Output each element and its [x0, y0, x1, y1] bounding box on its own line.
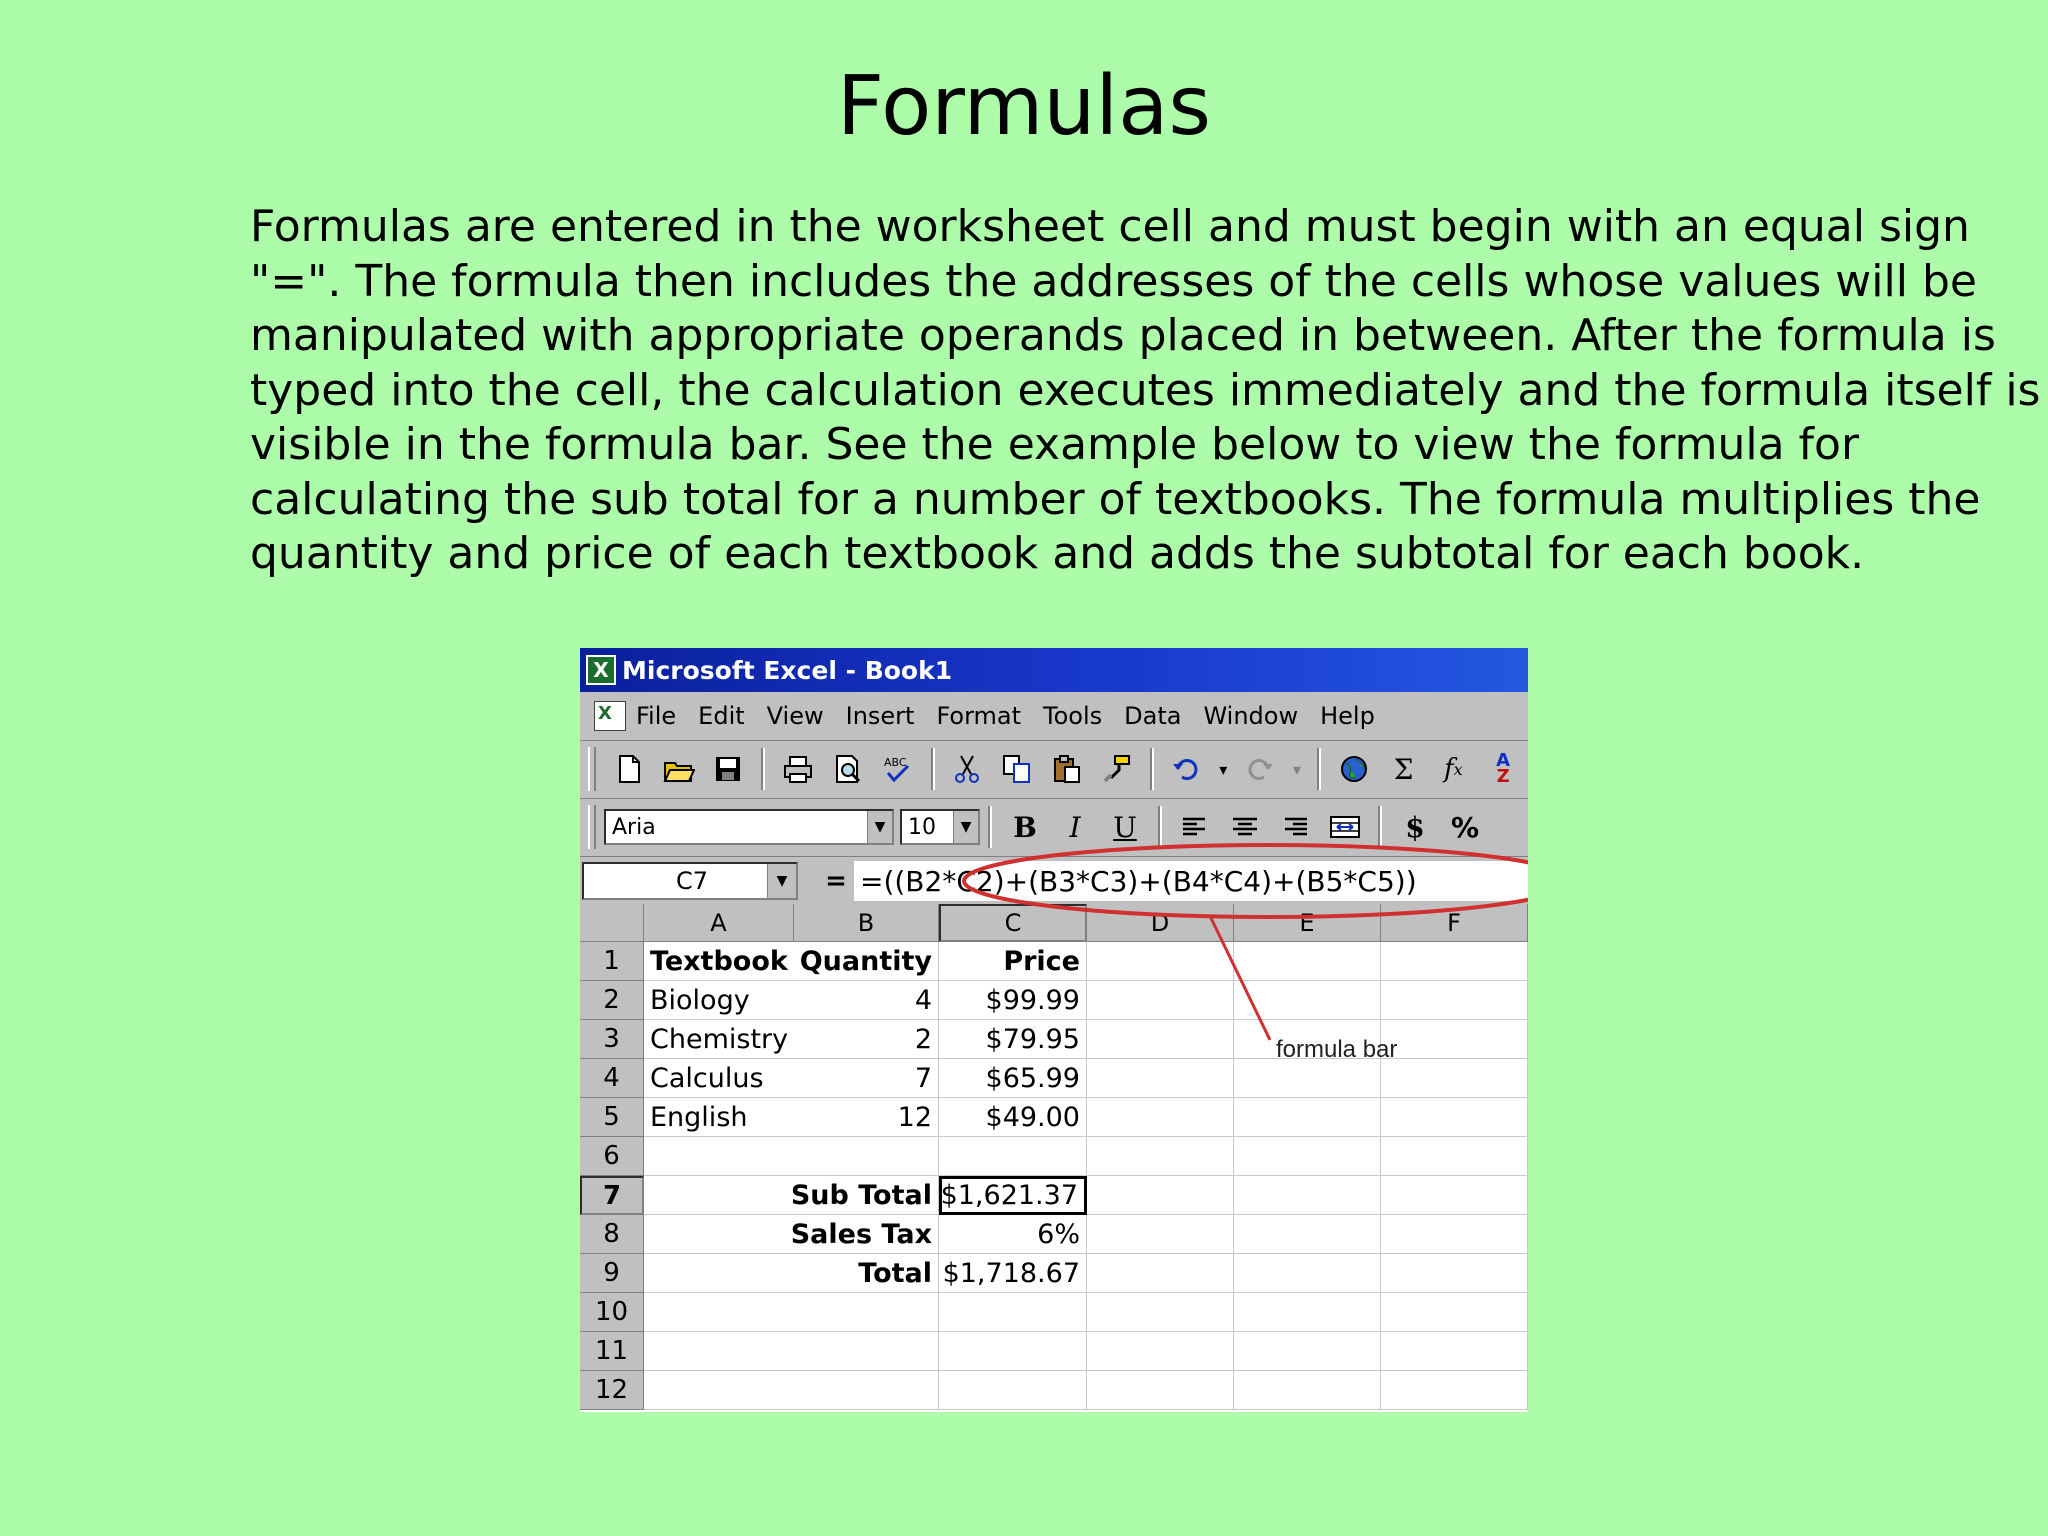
body-line: typed into the cell, the calculation executes immediately and the formula itself is [250, 364, 2041, 416]
window-title: Microsoft Excel - Book1 [622, 655, 953, 685]
percent-button[interactable]: % [1450, 810, 1480, 844]
function-icon[interactable]: f x [1444, 754, 1463, 784]
align-left-icon[interactable] [1173, 805, 1217, 849]
standard-toolbar [580, 740, 1528, 799]
save-icon[interactable] [707, 747, 751, 791]
excel-window-screenshot [580, 648, 1528, 1412]
row-header[interactable]: 8 [580, 1215, 644, 1254]
cell-b[interactable]: 7 [794, 1059, 939, 1098]
menu-bar [580, 692, 1528, 741]
formula-bar-row [580, 858, 1528, 904]
font-size-value: 10 [908, 814, 936, 840]
name-box-value: C7 [676, 867, 709, 895]
cell-b[interactable]: Total [794, 1254, 939, 1293]
row-header[interactable]: 11 [580, 1332, 644, 1371]
cell-a[interactable]: Textbook [644, 942, 794, 981]
cell-b[interactable]: 12 [794, 1098, 939, 1137]
toolbar-separator [761, 748, 765, 790]
open-icon[interactable] [657, 747, 701, 791]
italic-button[interactable]: I [1069, 810, 1081, 844]
chevron-down-icon[interactable]: ▼ [867, 811, 892, 843]
cell-a[interactable]: Calculus [644, 1059, 794, 1098]
menu-edit[interactable]: Edit [698, 702, 745, 730]
web-icon[interactable] [1332, 747, 1376, 791]
formula-equals-label: = [825, 866, 847, 896]
undo-icon[interactable] [1165, 747, 1209, 791]
cut-icon[interactable] [946, 747, 990, 791]
toolbar-separator [931, 748, 935, 790]
slide-body-text [250, 200, 2041, 582]
menu-file[interactable]: File [636, 702, 677, 730]
toolbar-grip[interactable] [588, 747, 596, 791]
column-header-c[interactable]: C [939, 904, 1087, 942]
print-preview-icon[interactable] [826, 747, 870, 791]
menu-tools[interactable]: Tools [1043, 702, 1103, 730]
cell-c[interactable]: $49.00 [939, 1098, 1087, 1137]
chevron-down-icon[interactable]: ▼ [953, 811, 978, 843]
row-header[interactable]: 12 [580, 1371, 644, 1410]
formatting-toolbar [580, 798, 1528, 857]
excel-logo-icon: X [586, 655, 616, 685]
bold-button[interactable]: B [1013, 810, 1037, 844]
underline-button[interactable]: U [1113, 810, 1137, 844]
toolbar-separator [1150, 748, 1154, 790]
body-line: visible in the formula bar. See the example below to view the formula for [250, 419, 1860, 470]
cell-a[interactable]: Biology [644, 981, 794, 1020]
format-painter-icon[interactable] [1095, 747, 1139, 791]
row-header[interactable]: 2 [580, 981, 644, 1020]
row-header[interactable]: 4 [580, 1059, 644, 1098]
column-header-a[interactable]: A [644, 904, 794, 942]
new-icon[interactable] [607, 747, 651, 791]
body-line: "=". The formula then includes the addresses of the cells whose values will be [250, 255, 1977, 307]
body-line: calculating the sub total for a number of textbooks. The formula multiplies the [250, 473, 1981, 525]
toolbar-separator [1378, 806, 1382, 848]
row-header[interactable]: 3 [580, 1020, 644, 1059]
name-box[interactable] [582, 862, 798, 900]
worksheet-grid [580, 904, 1528, 1412]
toolbar-separator [1158, 806, 1162, 848]
cell-c[interactable]: Price [939, 942, 1087, 981]
cell-a[interactable]: English [644, 1098, 794, 1137]
cell-a[interactable]: Chemistry [644, 1020, 794, 1059]
cell-b[interactable]: 4 [794, 981, 939, 1020]
menu-format[interactable]: Format [936, 702, 1022, 730]
menu-insert[interactable]: Insert [845, 702, 915, 730]
workbook-icon[interactable] [594, 701, 626, 731]
menu-window[interactable]: Window [1203, 702, 1299, 730]
annotation-overlay [580, 904, 1528, 1412]
cell-b[interactable]: Sales Tax [794, 1215, 939, 1254]
autosum-icon[interactable]: Σ [1393, 752, 1414, 786]
redo-icon[interactable] [1238, 747, 1282, 791]
column-header-f[interactable]: F [1381, 904, 1528, 942]
chevron-down-icon[interactable]: ▼ [767, 864, 796, 898]
row-header[interactable]: 7 [580, 1176, 644, 1215]
toolbar-grip[interactable] [588, 805, 596, 849]
body-line: Formulas are entered in the worksheet cell and must begin with an equal sign [250, 201, 1970, 252]
toolbar-separator [1317, 748, 1321, 790]
cell-c[interactable]: $65.99 [939, 1059, 1087, 1098]
print-icon[interactable] [776, 747, 820, 791]
title-bar[interactable] [580, 648, 1528, 692]
font-name-value: Aria [612, 814, 656, 840]
row-header[interactable]: 1 [580, 942, 644, 981]
svg-text:ABC: ABC [883, 756, 907, 769]
menu-data[interactable]: Data [1124, 702, 1182, 730]
body-line: manipulated with appropriate operands placed in between. After the formula is [250, 310, 1996, 361]
cell-c[interactable]: $79.95 [939, 1020, 1087, 1059]
column-header-d[interactable]: D [1087, 904, 1234, 942]
spelling-icon[interactable] [876, 747, 920, 791]
formula-bar-annotation: formula bar [1276, 1036, 1398, 1063]
formula-input[interactable]: =((B2*C2)+(B3*C3)+(B4*C4)+(B5*C5)) [854, 861, 1528, 901]
sort-icon[interactable]: A Z [1496, 749, 1511, 787]
column-header-b[interactable]: B [794, 904, 939, 942]
merge-center-icon[interactable] [1323, 805, 1367, 849]
font-name-select[interactable] [604, 809, 894, 845]
menu-view[interactable]: View [766, 702, 824, 730]
align-right-icon[interactable] [1273, 805, 1317, 849]
menu-help[interactable]: Help [1320, 702, 1375, 730]
copy-icon[interactable] [995, 747, 1039, 791]
cell-b[interactable]: Quantity [794, 942, 939, 981]
slide-title: Formulas [836, 59, 1212, 154]
paste-icon[interactable] [1045, 747, 1089, 791]
column-header-e[interactable]: E [1234, 904, 1381, 942]
font-size-select[interactable] [900, 809, 980, 845]
cell-c[interactable]: $1,718.67 [939, 1254, 1087, 1293]
redo-dropdown-icon[interactable]: ▾ [1292, 759, 1301, 779]
cell-b[interactable]: 2 [794, 1020, 939, 1059]
body-line: quantity and price of each textbook and adds the subtotal for each book. [250, 528, 1865, 579]
cell-c[interactable]: $99.99 [939, 981, 1087, 1020]
cell-c[interactable]: $1,621.37 [939, 1176, 1087, 1215]
row-header[interactable]: 6 [580, 1137, 644, 1176]
row-header[interactable]: 10 [580, 1293, 644, 1332]
row-header[interactable]: 5 [580, 1098, 644, 1137]
cell-c[interactable]: 6% [939, 1215, 1087, 1254]
currency-button[interactable]: $ [1405, 810, 1425, 844]
align-center-icon[interactable] [1223, 805, 1267, 849]
cell-b[interactable]: Sub Total [794, 1176, 939, 1215]
toolbar-separator [988, 806, 992, 848]
row-header[interactable]: 9 [580, 1254, 644, 1293]
undo-dropdown-icon[interactable]: ▾ [1219, 759, 1228, 779]
